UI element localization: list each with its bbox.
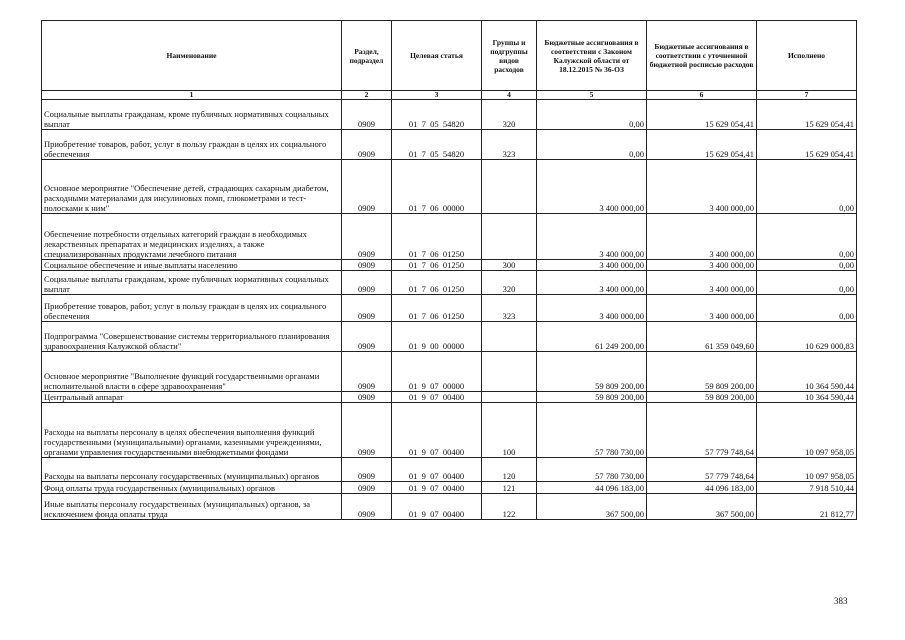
cell-section: 0909 [342, 295, 392, 322]
cell-law: 3 400 000,00 [537, 214, 647, 260]
cell-group: 122 [482, 494, 537, 520]
header-name: Наименование [42, 21, 342, 91]
cell-revised: 3 400 000,00 [647, 160, 757, 214]
cell-law: 3 400 000,00 [537, 295, 647, 322]
table-row [42, 458, 857, 482]
budget-table [41, 20, 857, 520]
cell-law: 3 400 000,00 [537, 260, 647, 271]
cell-section: 0909 [342, 352, 392, 392]
cell-name: Расходы на выплаты персоналу государственных (муниципальных) органов [42, 458, 342, 482]
cell-section: 0909 [342, 403, 392, 458]
cell-law: 3 400 000,00 [537, 160, 647, 214]
column-number: 3 [392, 91, 482, 100]
column-number: 1 [42, 91, 342, 100]
cell-revised: 3 400 000,00 [647, 260, 757, 271]
cell-group [482, 160, 537, 214]
cell-name: Расходы на выплаты персоналу в целях обеспечения выполнения функций государственными (муниципальными) органами, казенными учреждениями, органами управления государственными внебюджетными фондами [42, 403, 342, 458]
table-body [42, 100, 857, 520]
cell-law: 57 780 730,00 [537, 458, 647, 482]
header-target: Целевая статья [392, 21, 482, 91]
header-section: Раздел, подраздел [342, 21, 392, 91]
cell-law: 59 809 200,00 [537, 352, 647, 392]
cell-section: 0909 [342, 482, 392, 494]
cell-law: 57 780 730,00 [537, 403, 647, 458]
cell-executed: 0,00 [757, 260, 857, 271]
cell-target: 01 7 06 01250 [392, 260, 482, 271]
cell-executed: 10 629 000,83 [757, 322, 857, 352]
cell-name: Подпрограмма "Совершенствование системы территориального планирования здравоохранения Калужской области" [42, 322, 342, 352]
cell-law: 0,00 [537, 100, 647, 130]
cell-group: 120 [482, 458, 537, 482]
cell-target: 01 7 05 54820 [392, 100, 482, 130]
cell-law: 59 809 200,00 [537, 392, 647, 403]
cell-name: Социальное обеспечение и иные выплаты населению [42, 260, 342, 271]
cell-revised: 59 809 200,00 [647, 352, 757, 392]
cell-group: 320 [482, 100, 537, 130]
table-row [42, 352, 857, 392]
cell-executed: 0,00 [757, 160, 857, 214]
cell-revised: 367 500,00 [647, 494, 757, 520]
cell-group [482, 214, 537, 260]
cell-section: 0909 [342, 130, 392, 160]
cell-revised: 57 779 748,64 [647, 403, 757, 458]
column-number: 6 [647, 91, 757, 100]
cell-group: 100 [482, 403, 537, 458]
table-row [42, 100, 857, 130]
column-number-row [42, 91, 857, 100]
table-row [42, 494, 857, 520]
cell-executed: 10 364 590,44 [757, 352, 857, 392]
cell-revised: 44 096 183,00 [647, 482, 757, 494]
cell-section: 0909 [342, 458, 392, 482]
table-row [42, 260, 857, 271]
cell-target: 01 9 07 00400 [392, 482, 482, 494]
cell-law: 61 249 200,00 [537, 322, 647, 352]
cell-revised: 3 400 000,00 [647, 271, 757, 295]
cell-executed: 0,00 [757, 214, 857, 260]
cell-group [482, 392, 537, 403]
cell-group: 320 [482, 271, 537, 295]
cell-law: 3 400 000,00 [537, 271, 647, 295]
cell-target: 01 7 06 01250 [392, 271, 482, 295]
cell-group: 300 [482, 260, 537, 271]
header-groups: Группы и подгруппы видов расходов [482, 21, 537, 91]
cell-executed: 7 918 510,44 [757, 482, 857, 494]
cell-name: Приобретение товаров, работ, услуг в пользу граждан в целях их социального обеспечения [42, 130, 342, 160]
cell-section: 0909 [342, 494, 392, 520]
header-law: Бюджетные ассигнования в соответствии с Законом Калужской области от 18.12.2015 № 36-ОЗ [537, 21, 647, 91]
cell-name: Социальные выплаты гражданам, кроме публичных нормативных социальных выплат [42, 271, 342, 295]
cell-target: 01 7 06 01250 [392, 295, 482, 322]
header-executed: Исполнено [757, 21, 857, 91]
header-row [42, 21, 857, 91]
cell-revised: 59 809 200,00 [647, 392, 757, 403]
cell-revised: 15 629 054,41 [647, 130, 757, 160]
cell-name: Социальные выплаты гражданам, кроме публичных нормативных социальных выплат [42, 100, 342, 130]
cell-name: Приобретение товаров, работ, услуг в пользу граждан в целях их социального обеспечения [42, 295, 342, 322]
page-number: 383 [834, 596, 848, 606]
cell-executed: 10 097 958,05 [757, 458, 857, 482]
table-row [42, 214, 857, 260]
cell-target: 01 7 06 00000 [392, 160, 482, 214]
column-number: 4 [482, 91, 537, 100]
table-row [42, 392, 857, 403]
cell-target: 01 9 07 00400 [392, 494, 482, 520]
cell-target: 01 9 07 00000 [392, 352, 482, 392]
cell-target: 01 9 07 00400 [392, 403, 482, 458]
cell-revised: 57 779 748,64 [647, 458, 757, 482]
header-revised: Бюджетные ассигнования в соответствии с уточненной бюджетной росписью расходов [647, 21, 757, 91]
cell-executed: 15 629 054,41 [757, 130, 857, 160]
cell-executed: 10 097 958,05 [757, 403, 857, 458]
column-number: 5 [537, 91, 647, 100]
cell-executed: 0,00 [757, 271, 857, 295]
cell-group: 121 [482, 482, 537, 494]
cell-target: 01 9 00 00000 [392, 322, 482, 352]
table-row [42, 271, 857, 295]
cell-group: 323 [482, 295, 537, 322]
column-number: 7 [757, 91, 857, 100]
cell-executed: 10 364 590,44 [757, 392, 857, 403]
cell-name: Основное мероприятие "Выполнение функций государственными органами исполнительной власти в сфере здравоохранения" [42, 352, 342, 392]
cell-section: 0909 [342, 271, 392, 295]
cell-section: 0909 [342, 214, 392, 260]
cell-revised: 15 629 054,41 [647, 100, 757, 130]
column-number: 2 [342, 91, 392, 100]
cell-law: 44 096 183,00 [537, 482, 647, 494]
cell-section: 0909 [342, 392, 392, 403]
cell-section: 0909 [342, 260, 392, 271]
cell-revised: 3 400 000,00 [647, 295, 757, 322]
cell-group [482, 322, 537, 352]
cell-target: 01 9 07 00400 [392, 392, 482, 403]
cell-name: Фонд оплаты труда государственных (муниципальных) органов [42, 482, 342, 494]
cell-group: 323 [482, 130, 537, 160]
table-row [42, 482, 857, 494]
cell-revised: 3 400 000,00 [647, 214, 757, 260]
cell-target: 01 7 05 54820 [392, 130, 482, 160]
cell-executed: 21 812,77 [757, 494, 857, 520]
cell-name: Обеспечение потребности отдельных категорий граждан в необходимых лекарственных препаратах и медицинских изделиях, а также специализированных продуктами лечебного питания [42, 214, 342, 260]
table-row [42, 403, 857, 458]
cell-group [482, 352, 537, 392]
cell-executed: 0,00 [757, 295, 857, 322]
cell-section: 0909 [342, 160, 392, 214]
cell-name: Иные выплаты персоналу государственных (муниципальных) органов, за исключением фонда оплаты труда [42, 494, 342, 520]
cell-revised: 61 359 049,60 [647, 322, 757, 352]
cell-executed: 15 629 054,41 [757, 100, 857, 130]
cell-law: 0,00 [537, 130, 647, 160]
cell-name: Основное мероприятие "Обеспечение детей, страдающих сахарным диабетом, расходными материалами для инсулиновых помп, глюкометрами и тест-полосками к ним" [42, 160, 342, 214]
table-row [42, 322, 857, 352]
table-row [42, 295, 857, 322]
table-row [42, 160, 857, 214]
cell-name: Центральный аппарат [42, 392, 342, 403]
cell-target: 01 7 06 01250 [392, 214, 482, 260]
cell-law: 367 500,00 [537, 494, 647, 520]
cell-target: 01 9 07 00400 [392, 458, 482, 482]
cell-section: 0909 [342, 322, 392, 352]
cell-section: 0909 [342, 100, 392, 130]
table-row [42, 130, 857, 160]
